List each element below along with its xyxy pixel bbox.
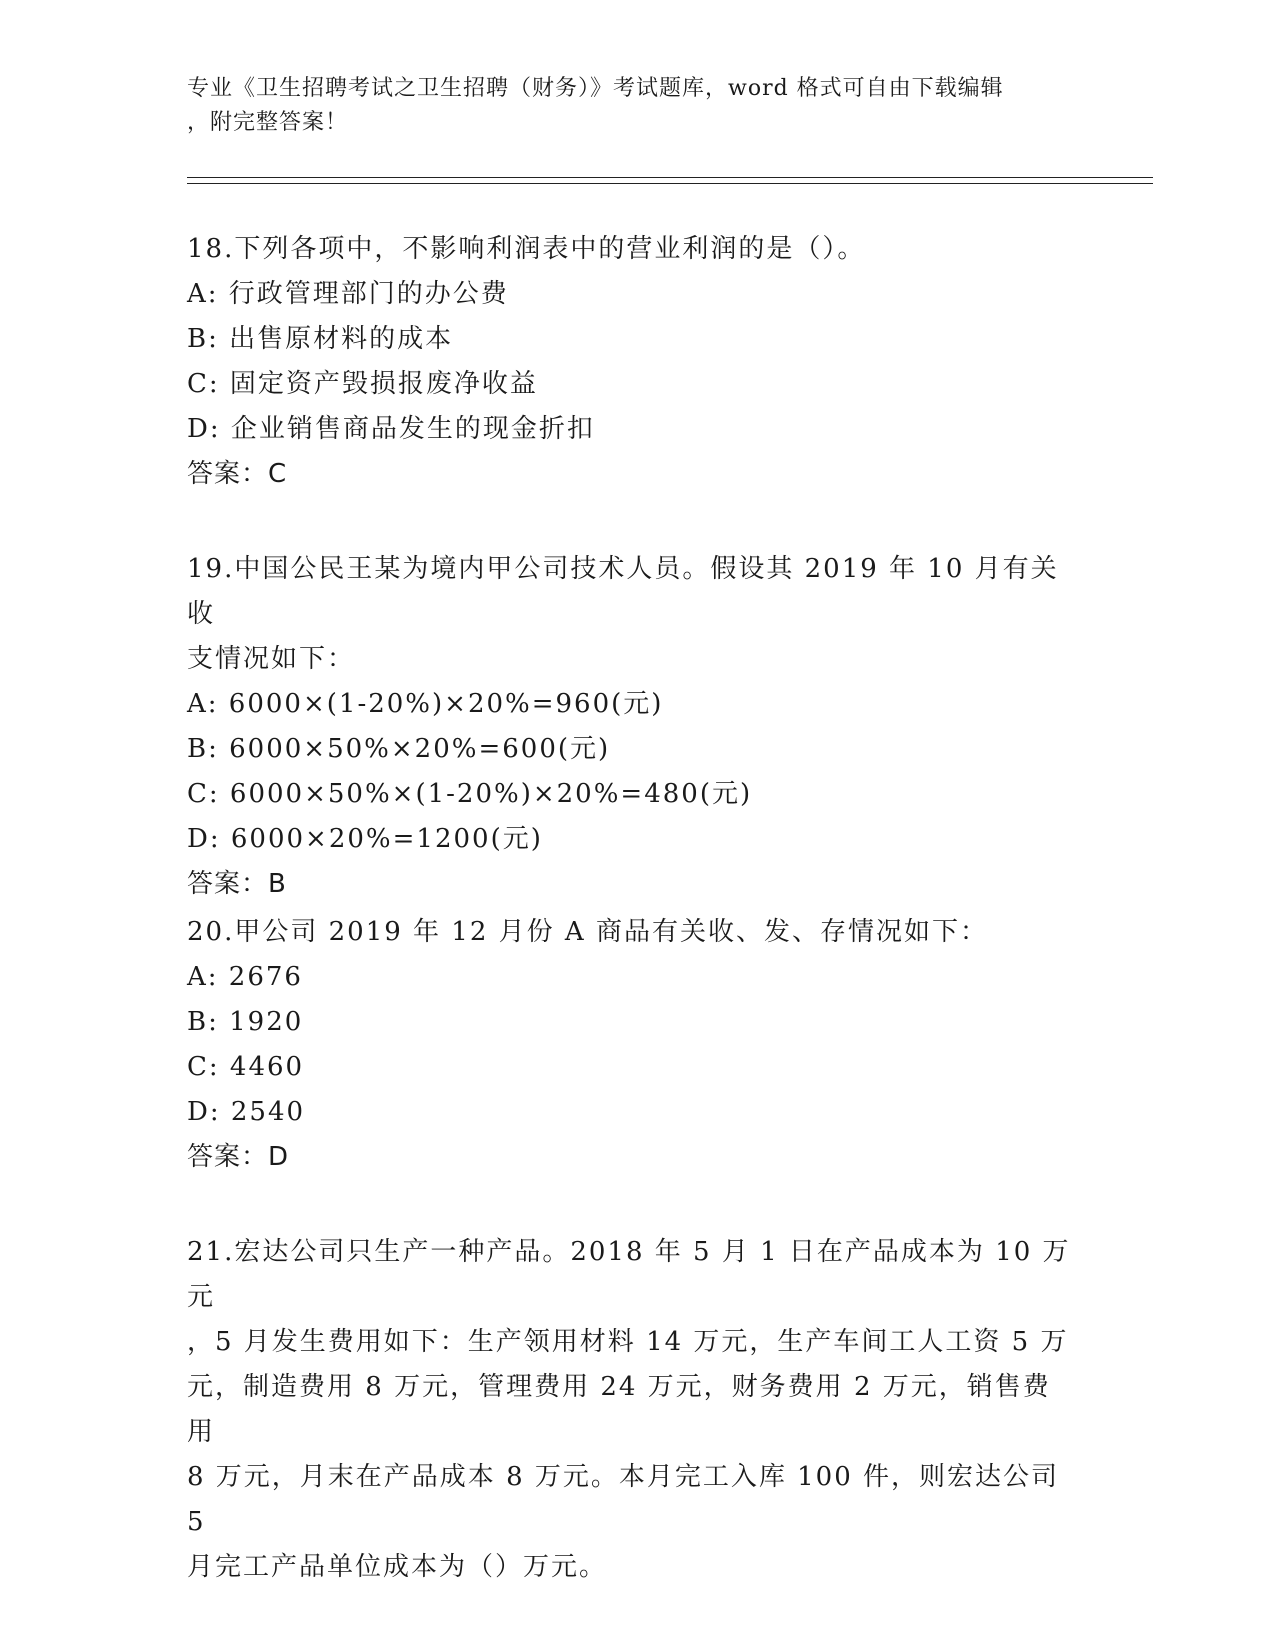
question-18 <box>187 227 1077 497</box>
option-c: C: 6000×50%×(1-20%)×20%=480(元) <box>187 779 753 809</box>
answer: 答案：D <box>187 1142 290 1172</box>
header-line-1: 专业《卫生招聘考试之卫生招聘（财务）》考试题库，word 格式可自由下载编辑 <box>187 76 1004 101</box>
option-a: A: 行政管理部门的办公费 <box>187 279 509 309</box>
question-21 <box>187 1230 1077 1590</box>
question-20 <box>187 910 1077 1180</box>
header-line-2: ，附完整答案！ <box>187 110 349 135</box>
option-b: B: 出售原材料的成本 <box>187 324 454 354</box>
option-b: B: 6000×50%×20%=600(元) <box>187 734 611 764</box>
option-c: C: 固定资产毁损报废净收益 <box>187 369 538 399</box>
option-c: C: 4460 <box>187 1052 305 1082</box>
option-a: A: 6000×(1-20%)×20%=960(元) <box>187 689 664 719</box>
document-header <box>187 72 1067 140</box>
header-divider-top <box>187 177 1153 178</box>
question-stem-line-1: 19.中国公民王某为境内甲公司技术人员。假设其 2019 年 10 月有关收 <box>187 554 1059 629</box>
question-stem-line-4: 8 万元，月末在产品成本 8 万元。本月完工入库 100 件，则宏达公司 5 <box>187 1462 1060 1537</box>
question-stem: 20.甲公司 2019 年 12 月份 A 商品有关收、发、存情况如下： <box>187 917 988 947</box>
option-b: B: 1920 <box>187 1007 304 1037</box>
question-stem-line-2: 支情况如下： <box>187 644 356 674</box>
option-d: D: 6000×20%=1200(元) <box>187 824 543 854</box>
question-stem: 18.下列各项中，不影响利润表中的营业利润的是（）。 <box>187 234 866 264</box>
header-divider-bottom <box>187 183 1153 184</box>
question-19 <box>187 547 1077 907</box>
answer: 答案：C <box>187 459 288 489</box>
question-stem-line-5: 月完工产品单位成本为（）万元。 <box>187 1552 608 1582</box>
option-d: D: 2540 <box>187 1097 306 1127</box>
question-stem-line-3: 元，制造费用 8 万元，管理费用 24 万元，财务费用 2 万元，销售费用 <box>187 1372 1051 1447</box>
option-a: A: 2676 <box>187 962 303 992</box>
option-d: D: 企业销售商品发生的现金折扣 <box>187 414 595 444</box>
question-stem-line-2: ，5 月发生费用如下：生产领用材料 14 万元，生产车间工人工资 5 万 <box>187 1327 1069 1357</box>
answer: 答案：B <box>187 869 287 899</box>
question-stem-line-1: 21.宏达公司只生产一种产品。2018 年 5 月 1 日在产品成本为 10 万元 <box>187 1237 1071 1312</box>
